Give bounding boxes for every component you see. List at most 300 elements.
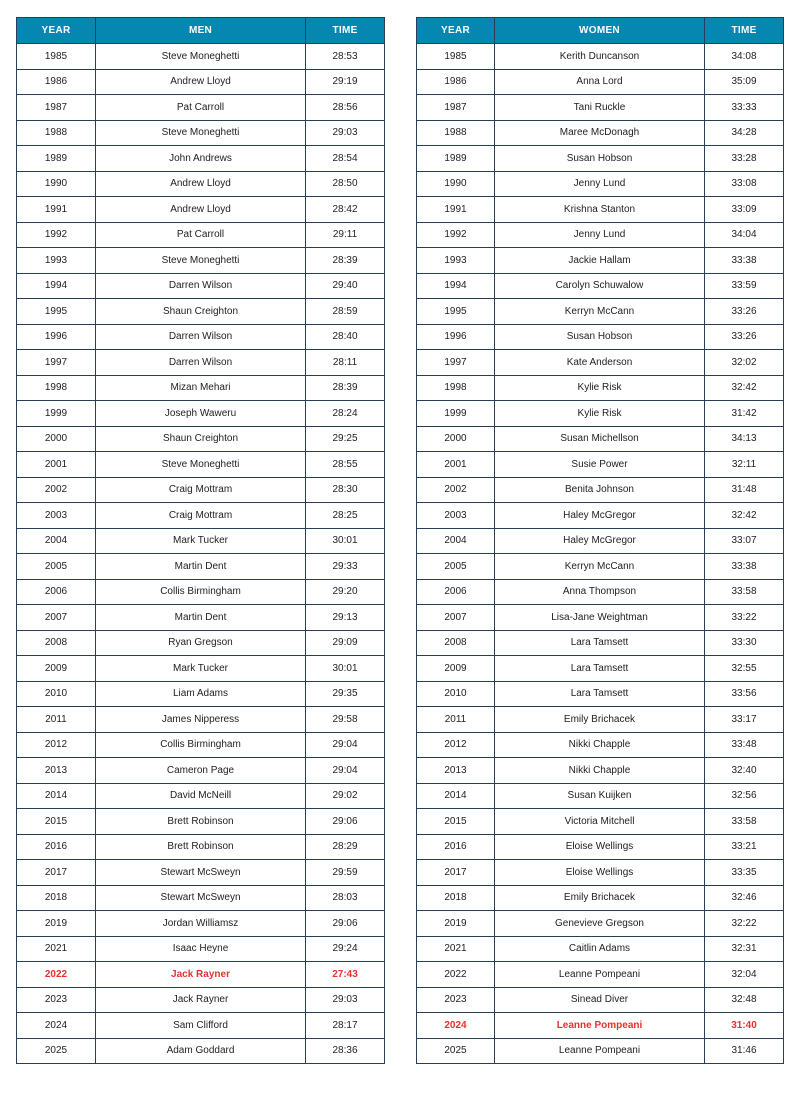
time-cell: 28:59 [306,299,385,325]
year-cell: 1993 [17,248,96,274]
name-cell: Jack Rayner [96,987,306,1013]
women-time-header: TIME [705,18,784,44]
time-cell: 31:42 [705,401,784,427]
year-cell: 2005 [417,554,495,580]
year-cell: 1998 [417,375,495,401]
time-cell: 32:46 [705,885,784,911]
table-row [417,554,784,580]
table-row [17,44,385,70]
time-cell: 28:40 [306,324,385,350]
year-cell: 1996 [417,324,495,350]
table-row [417,120,784,146]
year-cell: 1988 [17,120,96,146]
time-cell: 33:33 [705,95,784,121]
year-cell: 2013 [417,758,495,784]
name-cell: Caitlin Adams [495,936,705,962]
year-cell: 1990 [17,171,96,197]
name-cell: Jack Rayner [96,962,306,988]
table-row [417,987,784,1013]
time-cell: 33:08 [705,171,784,197]
time-cell: 28:24 [306,401,385,427]
time-cell: 29:04 [306,758,385,784]
table-row [417,656,784,682]
year-cell: 2025 [417,1038,495,1064]
year-cell: 2002 [417,477,495,503]
name-cell: Jackie Hallam [495,248,705,274]
table-row [17,120,385,146]
year-cell: 2023 [417,987,495,1013]
year-cell: 2016 [417,834,495,860]
name-cell: Mark Tucker [96,528,306,554]
table-row [17,528,385,554]
name-cell: Ryan Gregson [96,630,306,656]
table-row [17,554,385,580]
table-row [17,758,385,784]
time-cell: 33:58 [705,579,784,605]
name-cell: Liam Adams [96,681,306,707]
time-cell: 32:40 [705,758,784,784]
table-row [417,579,784,605]
name-cell: Anna Lord [495,69,705,95]
year-cell: 1995 [17,299,96,325]
table-row [417,834,784,860]
time-cell: 32:11 [705,452,784,478]
time-cell: 28:50 [306,171,385,197]
year-cell: 1997 [417,350,495,376]
table-row [417,707,784,733]
year-cell: 1992 [17,222,96,248]
table-row [17,656,385,682]
name-cell: Kerryn McCann [495,554,705,580]
table-row [417,324,784,350]
table-row [417,936,784,962]
name-cell: Andrew Lloyd [96,171,306,197]
table-row [17,248,385,274]
table-row [17,630,385,656]
year-cell: 2016 [17,834,96,860]
time-cell: 33:30 [705,630,784,656]
name-cell: Stewart McSweyn [96,860,306,886]
time-cell: 29:20 [306,579,385,605]
name-cell: Martin Dent [96,554,306,580]
name-cell: Brett Robinson [96,809,306,835]
time-cell: 29:58 [306,707,385,733]
name-cell: Kerryn McCann [495,299,705,325]
table-row [417,171,784,197]
year-cell: 2018 [17,885,96,911]
table-row [17,860,385,886]
name-cell: Darren Wilson [96,350,306,376]
table-row [17,681,385,707]
time-cell: 29:09 [306,630,385,656]
time-cell: 29:06 [306,809,385,835]
name-cell: Anna Thompson [495,579,705,605]
year-cell: 2009 [417,656,495,682]
table-row [17,426,385,452]
year-cell: 1994 [417,273,495,299]
time-cell: 32:22 [705,911,784,937]
year-cell: 2015 [17,809,96,835]
year-cell: 2003 [417,503,495,529]
time-cell: 28:03 [306,885,385,911]
year-cell: 1995 [417,299,495,325]
name-cell: Steve Moneghetti [96,248,306,274]
year-cell: 2001 [417,452,495,478]
time-cell: 34:04 [705,222,784,248]
time-cell: 32:56 [705,783,784,809]
time-cell: 29:33 [306,554,385,580]
table-row [17,375,385,401]
table-row [417,44,784,70]
table-row [17,222,385,248]
table-row [417,146,784,172]
time-cell: 33:21 [705,834,784,860]
year-cell: 1986 [17,69,96,95]
table-row [417,69,784,95]
time-cell: 33:59 [705,273,784,299]
women-table-body [417,44,784,1064]
year-cell: 1987 [417,95,495,121]
time-cell: 33:26 [705,324,784,350]
name-cell: Jenny Lund [495,222,705,248]
table-row [17,936,385,962]
name-cell: Krishna Stanton [495,197,705,223]
name-cell: Nikki Chapple [495,732,705,758]
name-cell: Andrew Lloyd [96,69,306,95]
year-cell: 2025 [17,1038,96,1064]
year-cell: 1987 [17,95,96,121]
year-cell: 2021 [17,936,96,962]
table-row [17,911,385,937]
time-cell: 29:02 [306,783,385,809]
time-cell: 29:11 [306,222,385,248]
time-cell: 28:29 [306,834,385,860]
table-row [17,732,385,758]
name-cell: Emily Brichacek [495,707,705,733]
year-cell: 2021 [417,936,495,962]
name-cell: Susan Kuijken [495,783,705,809]
name-cell: Susan Hobson [495,146,705,172]
year-cell: 2019 [417,911,495,937]
name-cell: Shaun Creighton [96,426,306,452]
table-row [17,503,385,529]
time-cell: 29:13 [306,605,385,631]
table-row [417,809,784,835]
table-row [417,426,784,452]
name-cell: Craig Mottram [96,503,306,529]
time-cell: 28:39 [306,375,385,401]
year-cell: 2024 [417,1013,495,1039]
year-cell: 1997 [17,350,96,376]
name-cell: Adam Goddard [96,1038,306,1064]
time-cell: 32:42 [705,375,784,401]
name-cell: Lara Tamsett [495,656,705,682]
time-cell: 27:43 [306,962,385,988]
table-row [417,273,784,299]
name-cell: Leanne Pompeani [495,1013,705,1039]
year-cell: 2007 [417,605,495,631]
men-results-table [16,17,385,1064]
time-cell: 33:38 [705,248,784,274]
table-row [417,401,784,427]
time-cell: 34:08 [705,44,784,70]
year-cell: 2011 [417,707,495,733]
time-cell: 29:25 [306,426,385,452]
name-cell: Shaun Creighton [96,299,306,325]
year-cell: 1990 [417,171,495,197]
table-row [17,809,385,835]
name-cell: Benita Johnson [495,477,705,503]
year-cell: 2015 [417,809,495,835]
table-row [417,248,784,274]
name-cell: Kate Anderson [495,350,705,376]
table-row [417,503,784,529]
year-cell: 1999 [17,401,96,427]
name-cell: Joseph Waweru [96,401,306,427]
time-cell: 33:58 [705,809,784,835]
time-cell: 33:48 [705,732,784,758]
name-cell: Victoria Mitchell [495,809,705,835]
name-cell: Sam Clifford [96,1013,306,1039]
table-row [17,1038,385,1064]
table-row [417,95,784,121]
name-cell: Mizan Mehari [96,375,306,401]
table-row [417,758,784,784]
name-cell: Susie Power [495,452,705,478]
women-name-header: WOMEN [495,18,705,44]
table-row [417,528,784,554]
name-cell: Sinead Diver [495,987,705,1013]
men-year-header: YEAR [17,18,96,44]
year-cell: 1993 [417,248,495,274]
time-cell: 32:42 [705,503,784,529]
time-cell: 28:39 [306,248,385,274]
time-cell: 29:24 [306,936,385,962]
women-results-table [416,17,784,1064]
name-cell: James Nipperess [96,707,306,733]
table-row [417,962,784,988]
year-cell: 2017 [417,860,495,886]
year-cell: 2006 [417,579,495,605]
name-cell: Mark Tucker [96,656,306,682]
table-row [17,299,385,325]
table-row [417,350,784,376]
table-row [417,1038,784,1064]
name-cell: Steve Moneghetti [96,452,306,478]
name-cell: Lara Tamsett [495,681,705,707]
table-row [417,299,784,325]
time-cell: 28:36 [306,1038,385,1064]
table-row [17,885,385,911]
year-cell: 2004 [17,528,96,554]
name-cell: Pat Carroll [96,222,306,248]
time-cell: 30:01 [306,528,385,554]
table-row [17,605,385,631]
name-cell: Martin Dent [96,605,306,631]
time-cell: 33:28 [705,146,784,172]
table-row [417,222,784,248]
time-cell: 32:02 [705,350,784,376]
year-cell: 1989 [17,146,96,172]
men-header-row [17,18,385,44]
year-cell: 1992 [417,222,495,248]
year-cell: 1991 [17,197,96,223]
table-row [17,579,385,605]
year-cell: 1985 [17,44,96,70]
time-cell: 33:09 [705,197,784,223]
time-cell: 29:19 [306,69,385,95]
table-row [417,452,784,478]
year-cell: 2008 [17,630,96,656]
men-table-body [17,44,385,1064]
name-cell: Kerith Duncanson [495,44,705,70]
year-cell: 2019 [17,911,96,937]
table-row [17,834,385,860]
time-cell: 29:06 [306,911,385,937]
name-cell: Jenny Lund [495,171,705,197]
time-cell: 29:59 [306,860,385,886]
name-cell: Steve Moneghetti [96,44,306,70]
table-row [417,197,784,223]
time-cell: 31:40 [705,1013,784,1039]
time-cell: 28:30 [306,477,385,503]
year-cell: 1986 [417,69,495,95]
year-cell: 2010 [17,681,96,707]
name-cell: Darren Wilson [96,273,306,299]
table-row [17,273,385,299]
time-cell: 28:54 [306,146,385,172]
name-cell: Tani Ruckle [495,95,705,121]
year-cell: 1991 [417,197,495,223]
table-row [17,1013,385,1039]
name-cell: John Andrews [96,146,306,172]
time-cell: 28:25 [306,503,385,529]
table-row [17,401,385,427]
table-row [417,732,784,758]
time-cell: 34:28 [705,120,784,146]
year-cell: 2012 [417,732,495,758]
time-cell: 32:31 [705,936,784,962]
year-cell: 2000 [17,426,96,452]
name-cell: Emily Brichacek [495,885,705,911]
year-cell: 2012 [17,732,96,758]
year-cell: 2017 [17,860,96,886]
year-cell: 2023 [17,987,96,1013]
time-cell: 29:40 [306,273,385,299]
table-row [417,885,784,911]
table-row [17,146,385,172]
women-year-header: YEAR [417,18,495,44]
table-row [17,324,385,350]
time-cell: 29:03 [306,987,385,1013]
year-cell: 2005 [17,554,96,580]
time-cell: 33:07 [705,528,784,554]
table-row [17,197,385,223]
year-cell: 2000 [417,426,495,452]
time-cell: 33:56 [705,681,784,707]
table-row [17,987,385,1013]
name-cell: Steve Moneghetti [96,120,306,146]
year-cell: 2024 [17,1013,96,1039]
table-row [17,962,385,988]
year-cell: 2001 [17,452,96,478]
time-cell: 33:22 [705,605,784,631]
name-cell: Craig Mottram [96,477,306,503]
time-cell: 33:17 [705,707,784,733]
year-cell: 2013 [17,758,96,784]
women-header-row [417,18,784,44]
name-cell: Kylie Risk [495,401,705,427]
time-cell: 29:03 [306,120,385,146]
table-row [17,171,385,197]
time-cell: 33:26 [705,299,784,325]
year-cell: 1999 [417,401,495,427]
name-cell: Brett Robinson [96,834,306,860]
time-cell: 35:09 [705,69,784,95]
year-cell: 1996 [17,324,96,350]
name-cell: Andrew Lloyd [96,197,306,223]
time-cell: 28:42 [306,197,385,223]
year-cell: 1988 [417,120,495,146]
time-cell: 30:01 [306,656,385,682]
table-row [417,783,784,809]
time-cell: 33:38 [705,554,784,580]
name-cell: Darren Wilson [96,324,306,350]
table-row [417,375,784,401]
name-cell: David McNeill [96,783,306,809]
time-cell: 31:46 [705,1038,784,1064]
table-row [17,452,385,478]
time-cell: 33:35 [705,860,784,886]
name-cell: Kylie Risk [495,375,705,401]
table-row [17,69,385,95]
name-cell: Nikki Chapple [495,758,705,784]
name-cell: Cameron Page [96,758,306,784]
time-cell: 28:53 [306,44,385,70]
name-cell: Eloise Wellings [495,834,705,860]
table-row [17,783,385,809]
table-row [17,350,385,376]
time-cell: 31:48 [705,477,784,503]
time-cell: 32:04 [705,962,784,988]
time-cell: 28:17 [306,1013,385,1039]
name-cell: Pat Carroll [96,95,306,121]
name-cell: Haley McGregor [495,528,705,554]
year-cell: 2014 [17,783,96,809]
year-cell: 2022 [17,962,96,988]
name-cell: Susan Hobson [495,324,705,350]
table-row [17,95,385,121]
name-cell: Isaac Heyne [96,936,306,962]
year-cell: 2002 [17,477,96,503]
time-cell: 32:55 [705,656,784,682]
name-cell: Susan Michellson [495,426,705,452]
name-cell: Leanne Pompeani [495,962,705,988]
time-cell: 28:11 [306,350,385,376]
table-row [417,911,784,937]
time-cell: 34:13 [705,426,784,452]
year-cell: 1994 [17,273,96,299]
year-cell: 2009 [17,656,96,682]
year-cell: 2006 [17,579,96,605]
table-row [417,605,784,631]
name-cell: Eloise Wellings [495,860,705,886]
name-cell: Haley McGregor [495,503,705,529]
name-cell: Leanne Pompeani [495,1038,705,1064]
year-cell: 2007 [17,605,96,631]
time-cell: 28:55 [306,452,385,478]
table-row [417,630,784,656]
